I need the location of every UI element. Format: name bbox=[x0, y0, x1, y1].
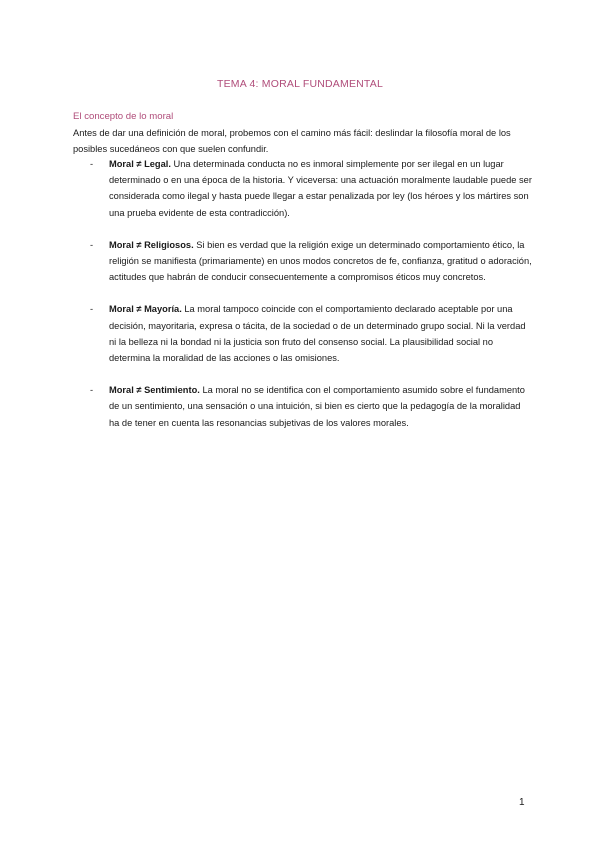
bullet-dash: - bbox=[90, 304, 94, 315]
item-text: Una determinada conducta no es inmoral simplemente por ser ilegal en un lugar determinado o en una época de la historia. Y viceversa: una actuación moralmente laudable puede ser considerada como ilegal y hasta puede llegar a estar penalizada por ley (los héroes y los mártires son una prueba evidente de esta contradicción). bbox=[109, 159, 532, 218]
item-term: Moral ≠ Mayoría. bbox=[109, 304, 182, 315]
item-term: Moral ≠ Sentimiento. bbox=[109, 385, 200, 396]
bullet-dash: - bbox=[90, 159, 94, 169]
list-item-mayoria bbox=[73, 301, 533, 366]
bullet-dash: - bbox=[90, 239, 94, 250]
item-text: Si bien es verdad que la religión exige un determinado comportamiento ético, la religión se manifiesta (primariamente) en unos modos concretos de fe, confianza, gratitud o adoración, actitudes que habrán de conducir consecuentemente a compromisos éticos muy concretos. bbox=[109, 239, 532, 283]
list-item-sentimiento bbox=[73, 382, 533, 431]
item-text: La moral tampoco coincide con el comportamiento declarado aceptable por una decisión, mayoritaria, expresa o tácita, de la sociedad o de un determinado grupo social. Ni la verdad ni la belleza ni la bondad ni la justicia son fruto del consenso social. La plausibilidad social no determina la moralidad de las acciones o las omisiones. bbox=[109, 304, 526, 364]
list-item-religiosos bbox=[73, 237, 533, 286]
page-number: 1 bbox=[519, 797, 525, 808]
intro-paragraph: Antes de dar una definición de moral, probemos con el camino más fácil: deslindar la filosofía moral de los posibles sucedáneos con que suelen confundir. bbox=[73, 128, 511, 154]
bullet-dash: - bbox=[90, 385, 94, 396]
page-title: TEMA 4: MORAL FUNDAMENTAL bbox=[216, 78, 384, 90]
list-item-legal bbox=[73, 156, 533, 221]
section-heading: El concepto de lo moral bbox=[73, 111, 174, 122]
item-text: La moral no se identifica con el comportamiento asumido sobre el fundamento de un sentimiento, una sensación o una intuición, si bien es cierto que la pedagogía de la moralidad ha de tener en cuenta las resonancias subjetivas de los valores morales. bbox=[109, 385, 525, 428]
item-term: Moral ≠ Religiosos. bbox=[109, 239, 194, 250]
distinctions-list bbox=[73, 156, 533, 447]
item-term: Moral ≠ Legal. bbox=[109, 159, 171, 169]
